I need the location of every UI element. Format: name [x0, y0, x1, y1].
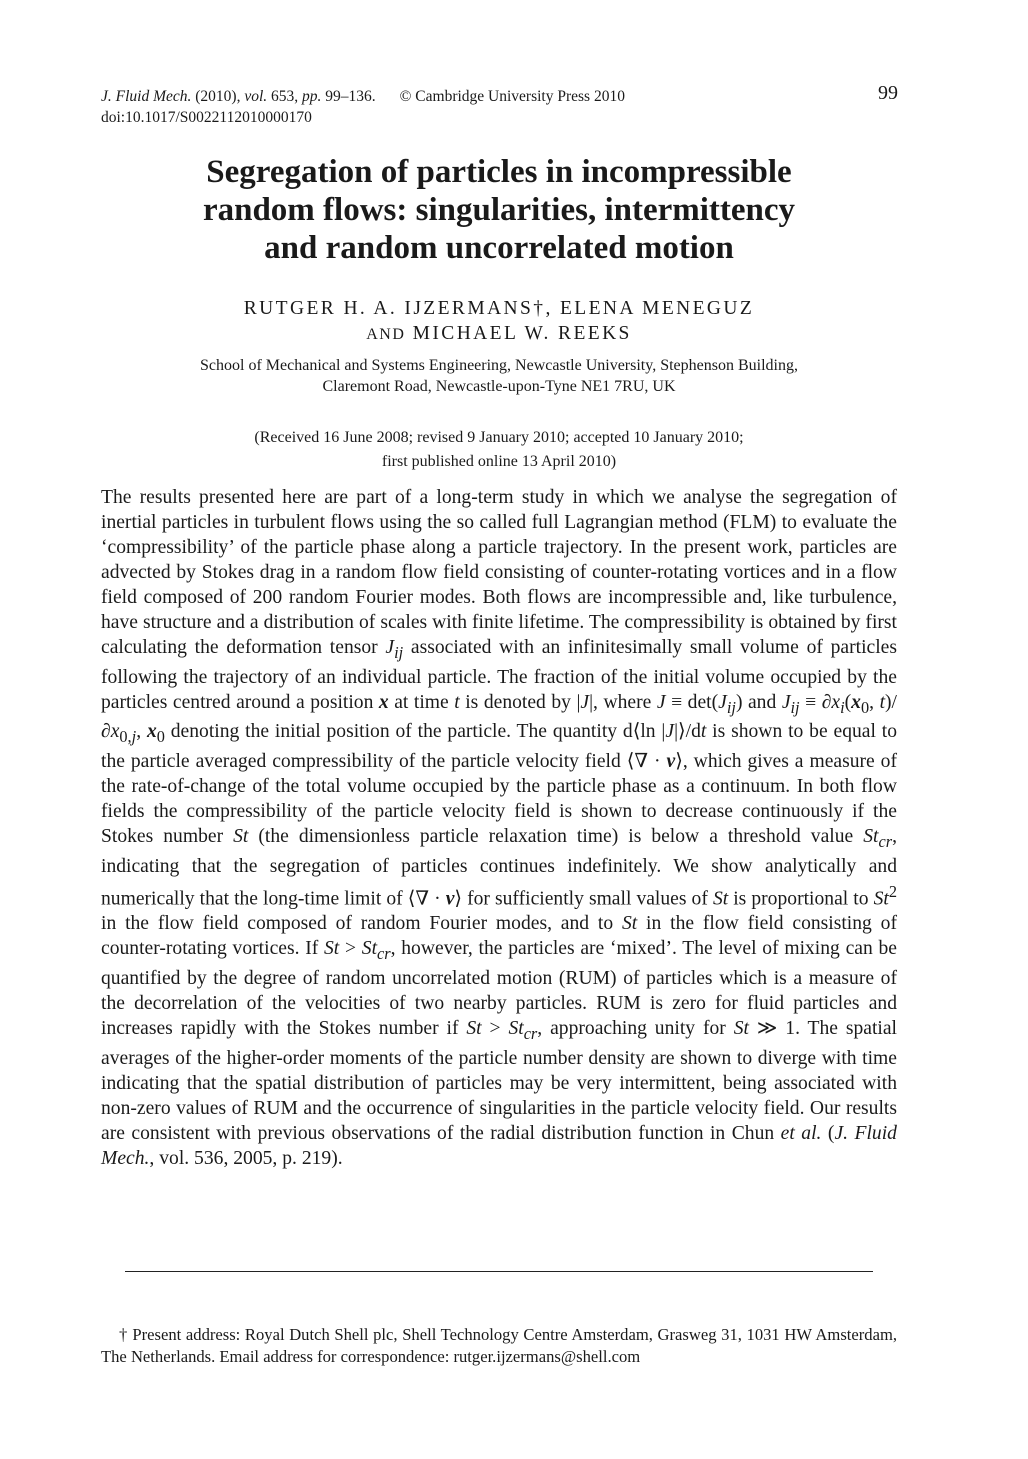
received-dates: (Received 16 June 2008; revised 9 January 2010; accepted 10 January 2010; first published online 13 April 2010)	[254, 429, 744, 470]
citation-line: J. Fluid Mech. (2010), vol. 653, pp. 99–136. © Cambridge University Press 2010	[101, 88, 625, 105]
page-number: 99	[878, 82, 898, 104]
paper-title: Segregation of particles in incompressible random flows: singularities, intermittency and random uncorrelated motion	[202, 154, 796, 266]
running-header	[101, 86, 901, 128]
abstract-divider	[125, 1271, 873, 1272]
doi: doi:10.1017/S0022112010000170	[101, 109, 312, 126]
affiliation: School of Mechanical and Systems Engineering, Newcastle University, Stephenson Building, Claremont Road, Newcastle-upon-Tyne NE1 7RU, UK	[200, 357, 798, 395]
copyright: © Cambridge University Press 2010	[399, 88, 625, 105]
author-list: RUTGER H. A. IJZERMANS†, ELENA MENEGUZ AND MICHAEL W. REEKS	[243, 298, 755, 344]
journal-name: J. Fluid Mech.	[101, 88, 192, 105]
abstract	[101, 486, 897, 1172]
footnote: † Present address: Royal Dutch Shell plc, Shell Technology Centre Amsterdam, Grasweg 31, 1031 HW Amsterdam, The Netherlands. Email address for correspondence: rutger.ijzermans@shell.com	[101, 1325, 897, 1366]
abstract-text: The results presented here are part of a long-term study in which we analyse the segregation of inertial particles in turbulent flows using the so called full Lagrangian method (FLM) to evaluate the ‘compressibility’ of the particle phase along a particle trajectory. In the present work, particles are advected by Stokes drag in a random flow field consisting of counter-rotating vortices and in a flow field composed of 200 random Fourier modes. Both flows are incompressible and, like turbulence, have structure and a distribution of scales with finite lifetime. The compressibility is obtained by first calculating the deformation tensor $J_{ij}$ associated with an infinitesimally small volume of particles following the trajectory of an individual particle. The fraction of the initial volume occupied by the particles centred around a position x at time t is denoted by |J|, where $J \equiv \det(J_{ij})$ and $J_{ij} \equiv \partial x_i(x_0$, $t)/\partial x_{0,j}$, $x_0$ denoting the initial position of the particle. The quantity d⟨ln |J|⟩/dt is shown to be equal to the particle averaged compressibility of the particle velocity field ⟨∇ · v⟩, which gives a measure of the rate-of-change of the total volume occupied by the particle phase as a continuum. In both flow fields the compressibility of the particle velocity field is shown to decrease continuously if the Stokes number St (the dimensionless particle relaxation time) is below a threshold value $St_{cr}$, indicating that the segregation of particles continues indefinitely. We show analytically and numerically that the long-time limit of ⟨∇ · v⟩ for sufficiently small values of St is proportional to St$^2$ in the flow field composed of random Fourier modes, and to St in the flow field consisting of counter-rotating vortices. If $St > St_{cr}$, however, the particles are ‘mixed’. The level of mixing can be quantified by the degree of random uncorrelated motion (RUM) of particles which is a measure of the decorrelation of the velocities of two nearby particles. RUM is zero for fluid particles and increases rapidly with the Stokes number if $St > St_{cr}$, approaching unity for St ≫ 1. The spatial averages of the higher-order moments of the particle number density are shown to diverge with time indicating that the spatial distribution of particles may be very intermittent, being associated with non-zero values of RUM and the occurrence of singularities in the particle velocity field. Our results are consistent with previous observations of the radial distribution function in Chun et al. (J. Fluid Mech., vol. 536, 2005, p. 219).	[101, 487, 898, 1169]
